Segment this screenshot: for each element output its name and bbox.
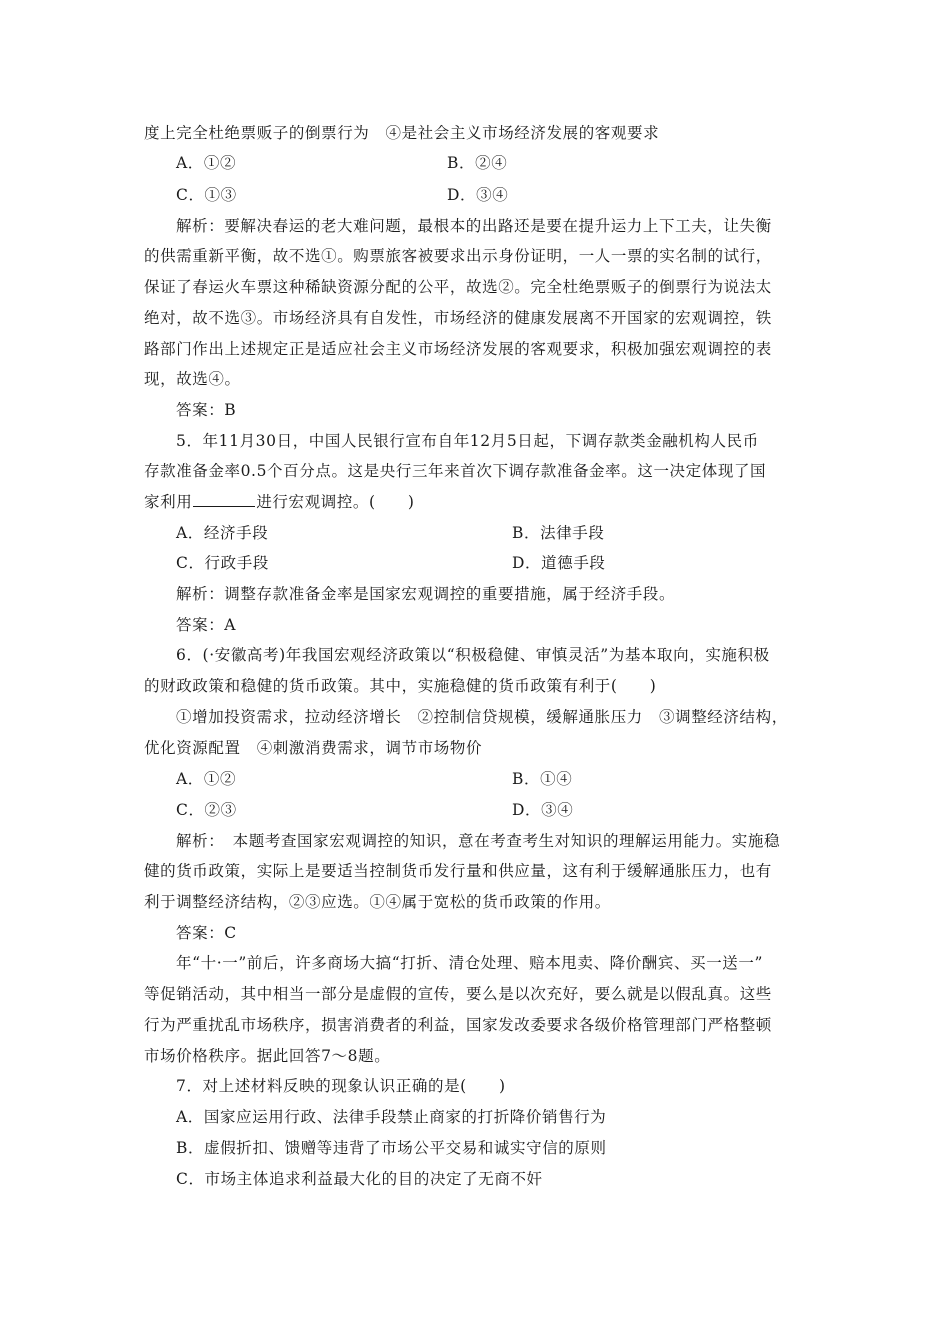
q4-explanation-line: 路部门作出上述规定正是适应社会主义市场经济发展的客观要求，积极加强宏观调控的表 bbox=[144, 340, 772, 358]
q6-explanation-line: 利于调整经济结构，②③应选。①④属于宽松的货币政策的作用。 bbox=[144, 893, 611, 911]
q4-option-a: A．①② bbox=[176, 154, 237, 172]
q5-stem-line: 5．年11月30日，中国人民银行宣布自年12月5日起，下调存款类金融机构人民币 bbox=[176, 432, 759, 450]
q4-explanation-line: 解析：要解决春运的老大难问题，最根本的出路还是要在提升运力上下工夫，让失衡 bbox=[176, 217, 772, 235]
q6-stem-line: 优化资源配置 ④刺激消费需求，调节市场物价 bbox=[144, 739, 483, 757]
q6-option-b: B．①④ bbox=[512, 770, 573, 788]
q6-explanation-line: 解析： 本题考查国家宏观调控的知识，意在考查考生对知识的理解运用能力。实施稳 bbox=[176, 832, 781, 850]
q5-stem-line: 存款准备金率0.5个百分点。这是央行三年来首次下调存款准备金率。这一决定体现了国 bbox=[144, 462, 767, 480]
q4-answer: 答案：B bbox=[176, 401, 237, 419]
q4-explanation-line: 保证了春运火车票这种稀缺资源分配的公平，故选②。完全杜绝票贩子的倒票行为说法太 bbox=[144, 278, 772, 296]
paragraph-line: 度上完全杜绝票贩子的倒票行为 ④是社会主义市场经济发展的客观要求 bbox=[144, 124, 660, 142]
q5-stem-line bbox=[144, 487, 824, 517]
q6-stem-line: 的财政政策和稳健的货币政策。其中，实施稳健的货币政策有利于( ) bbox=[144, 677, 657, 695]
q4-explanation-line: 现，故选④。 bbox=[144, 370, 241, 388]
q6-option-d: D．③④ bbox=[512, 801, 574, 819]
q5-stem-prefix: 家利用 bbox=[144, 493, 193, 511]
q7-option-c: C．市场主体追求利益最大化的目的决定了无商不奸 bbox=[176, 1170, 543, 1188]
q6-explanation-line: 健的货币政策，实际上是要适当控制货币发行量和供应量，这有利于缓解通胀压力，也有 bbox=[144, 862, 772, 880]
q7-stem: 7．对上述材料反映的现象认识正确的是( ) bbox=[176, 1077, 506, 1095]
q6-stem-line: ①增加投资需求，拉动经济增长 ②控制信贷规模，缓解通胀压力 ③调整经济结构， bbox=[176, 708, 788, 726]
q5-option-a: A．经济手段 bbox=[176, 524, 269, 542]
material-line: 市场价格秩序。据此回答7～8题。 bbox=[144, 1047, 391, 1065]
q5-option-b: B．法律手段 bbox=[512, 524, 605, 542]
q4-option-d: D．③④ bbox=[447, 186, 509, 204]
q5-option-c: C．行政手段 bbox=[176, 554, 269, 572]
q6-option-a: A．①② bbox=[176, 770, 237, 788]
fill-in-blank bbox=[193, 488, 255, 507]
q5-explanation: 解析：调整存款准备金率是国家宏观调控的重要措施，属于经济手段。 bbox=[176, 585, 676, 603]
q7-option-b: B．虚假折扣、馈赠等违背了市场公平交易和诚实守信的原则 bbox=[176, 1139, 607, 1157]
material-line: 行为严重扰乱市场秩序，损害消费者的利益，国家发改委要求各级价格管理部门严格整顿 bbox=[144, 1016, 772, 1034]
q4-explanation-line: 绝对，故不选③。市场经济具有自发性，市场经济的健康发展离不开国家的宏观调控，铁 bbox=[144, 309, 772, 327]
q6-option-c: C．②③ bbox=[176, 801, 237, 819]
material-line: 年“十·一”前后，许多商场大搞“打折、清仓处理、赔本甩卖、降价酬宾、买一送一” bbox=[176, 954, 764, 972]
q5-stem-suffix: 进行宏观调控。( ) bbox=[256, 493, 415, 511]
q5-option-d: D．道德手段 bbox=[512, 554, 606, 572]
q5-answer: 答案：A bbox=[176, 616, 237, 634]
material-line: 等促销活动，其中相当一部分是虚假的宣传，要么是以次充好，要么就是以假乱真。这些 bbox=[144, 985, 772, 1003]
q4-option-c: C．①③ bbox=[176, 186, 237, 204]
q4-option-b: B．②④ bbox=[447, 154, 508, 172]
q6-stem-line: 6．(·安徽高考)年我国宏观经济政策以“积极稳健、审慎灵活”为基本取向，实施积极 bbox=[176, 646, 770, 664]
q4-explanation-line: 的供需重新平衡，故不选①。购票旅客被要求出示身份证明，一人一票的实名制的试行， bbox=[144, 247, 772, 265]
q7-option-a: A．国家应运用行政、法律手段禁止商家的打折降价销售行为 bbox=[176, 1108, 607, 1126]
q6-answer: 答案：C bbox=[176, 924, 237, 942]
